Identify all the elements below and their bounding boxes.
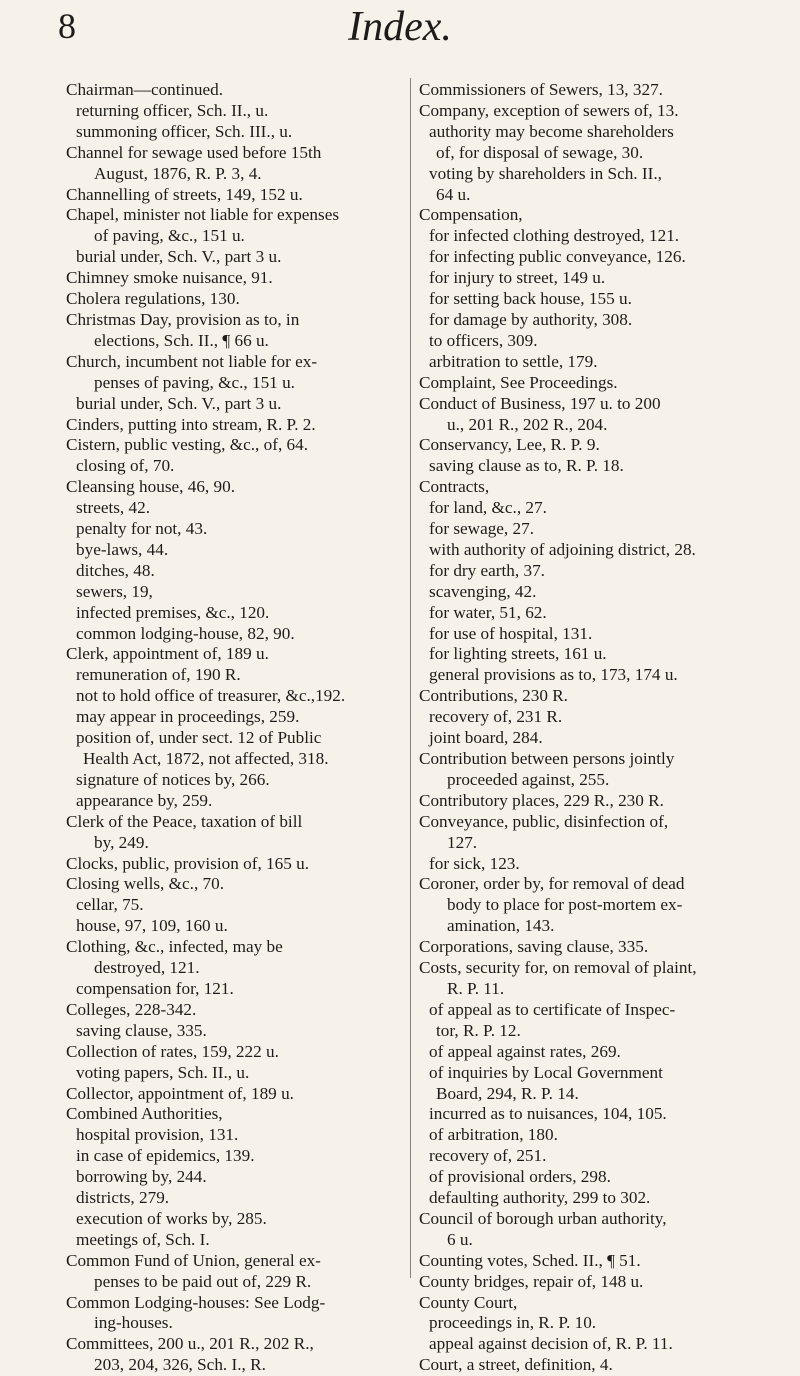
index-line: execution of works by, 285. [76, 1208, 267, 1228]
index-line: with authority of adjoining district, 28. [429, 539, 696, 559]
index-line: for water, 51, 62. [429, 602, 547, 622]
index-entry [419, 1251, 781, 1272]
index-line: Contracts, [419, 477, 490, 497]
index-subentry [66, 582, 406, 603]
index-line: scavenging, 42. [429, 581, 537, 601]
index-subentry [419, 456, 781, 477]
index-line: penalty for not, 43. [76, 519, 208, 539]
index-entry [419, 874, 781, 937]
index-line: Chimney smoke nuisance, 91. [66, 268, 273, 288]
index-line: Collector, appointment of, 189 u. [66, 1083, 294, 1103]
index-subentry [66, 665, 406, 686]
index-subentry [419, 1063, 781, 1105]
index-line: in case of epidemics, 139. [76, 1146, 255, 1166]
index-line: Chairman—continued. [66, 80, 224, 99]
index-subentry [419, 247, 781, 268]
index-entry [66, 644, 406, 665]
index-entry [66, 289, 406, 310]
index-line: Colleges, 228-342. [66, 999, 197, 1019]
index-line: 64 u. [436, 184, 471, 204]
index-line: Commissioners of Sewers, 13, 327. [419, 80, 663, 99]
index-line: recovery of, 251. [429, 1146, 547, 1166]
index-subentry [66, 456, 406, 477]
index-line: Common Lodging-houses: See Lodg- [66, 1292, 326, 1312]
index-line: borrowing by, 244. [76, 1167, 207, 1187]
index-entry [66, 937, 406, 979]
index-subentry [66, 122, 406, 143]
index-line: to officers, 309. [429, 330, 538, 350]
running-title: Index. [348, 4, 452, 50]
index-line: Common Fund of Union, general ex- [66, 1250, 321, 1270]
index-entry [419, 394, 781, 436]
index-entry [66, 1084, 406, 1105]
index-subentry [419, 268, 781, 289]
index-line: for injury to street, 149 u. [429, 268, 606, 288]
index-line: Conveyance, public, disinfection of, [419, 811, 669, 831]
index-subentry [66, 979, 406, 1000]
index-entry [419, 205, 781, 226]
index-entry [419, 477, 781, 498]
page-header [0, 6, 800, 64]
index-line: voting papers, Sch. II., u. [76, 1062, 250, 1082]
index-line: appeal against decision of, R. P. 11. [429, 1334, 673, 1354]
index-subentry [419, 352, 781, 373]
index-entry [66, 1334, 406, 1376]
index-subentry [419, 164, 781, 206]
index-entry [419, 812, 781, 854]
index-line: of inquiries by Local Government [429, 1062, 663, 1082]
index-line: Coroner, order by, for removal of dead [419, 874, 685, 894]
index-line: for infected clothing destroyed, 121. [429, 226, 680, 246]
index-line: not to hold office of treasurer, &c.,192. [76, 686, 346, 706]
index-line: joint board, 284. [429, 728, 543, 748]
index-subentry [419, 289, 781, 310]
index-line: Compensation, [419, 205, 523, 225]
index-entry [419, 686, 781, 707]
index-line: of, for disposal of sewage, 30. [436, 142, 644, 162]
index-subentry [66, 519, 406, 540]
index-line: u., 201 R., 202 R., 204. [447, 414, 608, 434]
index-subentry [66, 624, 406, 645]
index-line: Committees, 200 u., 201 R., 202 R., [66, 1334, 314, 1354]
index-entry [419, 1209, 781, 1251]
index-entry [66, 1104, 406, 1125]
index-entry [66, 310, 406, 352]
index-line: of appeal against rates, 269. [429, 1041, 621, 1061]
index-line: 6 u. [447, 1229, 473, 1249]
index-subentry [66, 498, 406, 519]
index-line: by, 249. [94, 832, 149, 852]
index-line: Cinders, putting into stream, R. P. 2. [66, 414, 316, 434]
index-subentry [419, 728, 781, 749]
index-line: Church, incumbent not liable for ex- [66, 351, 318, 371]
index-line: amination, 143. [447, 916, 555, 936]
index-line: Collection of rates, 159, 222 u. [66, 1041, 279, 1061]
index-line: streets, 42. [76, 498, 150, 518]
index-line: for sick, 123. [429, 853, 520, 873]
index-entry [419, 80, 781, 101]
index-line: Costs, security for, on removal of plaint, [419, 958, 697, 978]
index-line: proceedings in, R. P. 10. [429, 1313, 597, 1333]
index-line: position of, under sect. 12 of Public [76, 728, 322, 748]
index-line: Cholera regulations, 130. [66, 289, 240, 309]
index-entry [419, 435, 781, 456]
index-line: 203, 204, 326, Sch. I., R. [94, 1355, 266, 1375]
index-subentry [66, 1230, 406, 1251]
index-line: Court, a street, definition, 4. [419, 1355, 613, 1375]
index-entry [66, 205, 406, 247]
index-entry [419, 749, 781, 791]
index-entry [66, 854, 406, 875]
index-subentry [66, 791, 406, 812]
index-subentry [419, 561, 781, 582]
index-line: Christmas Day, provision as to, in [66, 309, 300, 329]
index-line: Contribution between persons jointly [419, 749, 675, 768]
index-line: signature of notices by, 266. [76, 769, 270, 789]
index-subentry [419, 1334, 781, 1355]
index-subentry [66, 1063, 406, 1084]
index-entry [66, 1293, 406, 1335]
index-line: for damage by authority, 308. [429, 309, 633, 329]
index-subentry [419, 1000, 781, 1042]
index-subentry [66, 895, 406, 916]
index-entry [66, 143, 406, 185]
index-line: hospital provision, 131. [76, 1125, 239, 1145]
index-entry [419, 791, 781, 812]
index-line: compensation for, 121. [76, 978, 234, 998]
index-line: of provisional orders, 298. [429, 1167, 611, 1187]
index-entry [66, 185, 406, 206]
index-subentry [66, 707, 406, 728]
index-line: Health Act, 1872, not affected, 318. [83, 749, 329, 768]
index-entry [66, 80, 406, 101]
index-subentry [66, 561, 406, 582]
index-line: of arbitration, 180. [429, 1125, 558, 1145]
index-entry [66, 477, 406, 498]
index-subentry [419, 310, 781, 331]
index-subentry [66, 1146, 406, 1167]
index-line: common lodging-house, 82, 90. [76, 623, 295, 643]
index-line: recovery of, 231 R. [429, 707, 563, 727]
index-line: Conduct of Business, 197 u. to 200 [419, 393, 661, 413]
index-line: incurred as to nuisances, 104, 105. [429, 1104, 667, 1124]
index-line: remuneration of, 190 R. [76, 665, 241, 685]
index-entry [66, 352, 406, 394]
index-entry [66, 812, 406, 854]
index-subentry [66, 1125, 406, 1146]
index-line: for infecting public conveyance, 126. [429, 247, 686, 267]
index-line: bye-laws, 44. [76, 539, 169, 559]
index-subentry [419, 1188, 781, 1209]
index-line: ing-houses. [94, 1313, 173, 1333]
index-subentry [419, 519, 781, 540]
index-subentry [66, 603, 406, 624]
index-entry [419, 1293, 781, 1314]
index-entry [66, 415, 406, 436]
index-line: Cistern, public vesting, &c., of, 64. [66, 435, 309, 455]
index-line: appearance by, 259. [76, 790, 213, 810]
index-line: Clerk of the Peace, taxation of bill [66, 811, 303, 831]
index-line: of appeal as to certificate of Inspec- [429, 999, 676, 1019]
index-line: Closing wells, &c., 70. [66, 874, 225, 894]
column-divider [410, 78, 411, 1278]
index-entry [419, 373, 781, 394]
index-subentry [419, 1146, 781, 1167]
index-subentry [419, 582, 781, 603]
index-subentry [419, 331, 781, 352]
index-subentry [66, 1188, 406, 1209]
index-line: Company, exception of sewers of, 13. [419, 100, 679, 120]
index-line: August, 1876, R. P. 3, 4. [94, 163, 262, 183]
index-line: of paving, &c., 151 u. [94, 226, 245, 246]
index-line: for land, &c., 27. [429, 498, 547, 518]
index-line: returning officer, Sch. II., u. [76, 100, 269, 120]
index-subentry [66, 1167, 406, 1188]
index-line: voting by shareholders in Sch. II., [429, 163, 662, 183]
index-line: tor, R. P. 12. [436, 1020, 521, 1040]
index-subentry [66, 916, 406, 937]
index-subentry [419, 540, 781, 561]
index-subentry [419, 1167, 781, 1188]
index-line: Cleansing house, 46, 90. [66, 477, 235, 497]
index-line: Contributions, 230 R. [419, 686, 568, 706]
index-line: destroyed, 121. [94, 958, 200, 978]
index-line: burial under, Sch. V., part 3 u. [76, 393, 282, 413]
index-line: Conservancy, Lee, R. P. 9. [419, 435, 600, 455]
index-line: 127. [447, 832, 478, 852]
page-number: 8 [58, 6, 76, 46]
index-entry [419, 101, 781, 122]
index-subentry [66, 686, 406, 707]
index-subentry [419, 1125, 781, 1146]
index-column-left [66, 80, 406, 1376]
index-subentry [419, 1042, 781, 1063]
index-subentry [66, 394, 406, 415]
index-subentry [66, 540, 406, 561]
index-subentry [66, 101, 406, 122]
index-line: County bridges, repair of, 148 u. [419, 1271, 644, 1291]
index-line: burial under, Sch. V., part 3 u. [76, 247, 282, 267]
index-line: districts, 279. [76, 1188, 170, 1208]
index-line: general provisions as to, 173, 174 u. [429, 665, 678, 685]
index-subentry [66, 1021, 406, 1042]
index-line: saving clause, 335. [76, 1020, 207, 1040]
index-line: Complaint, See Proceedings. [419, 372, 618, 392]
index-subentry [419, 624, 781, 645]
index-line: Clocks, public, provision of, 165 u. [66, 853, 310, 873]
index-line: penses to be paid out of, 229 R. [94, 1271, 312, 1291]
index-line: Chapel, minister not liable for expenses [66, 205, 340, 225]
index-line: Channelling of streets, 149, 152 u. [66, 184, 303, 204]
index-line: ditches, 48. [76, 560, 155, 580]
index-column-right [419, 80, 781, 1376]
index-line: Corporations, saving clause, 335. [419, 937, 649, 957]
index-subentry [419, 603, 781, 624]
index-subentry [419, 854, 781, 875]
index-line: authority may become shareholders [429, 121, 674, 141]
index-line: elections, Sch. II., ¶ 66 u. [94, 330, 269, 350]
index-line: arbitration to settle, 179. [429, 351, 598, 371]
index-line: defaulting authority, 299 to 302. [429, 1188, 651, 1208]
index-line: County Court, [419, 1292, 518, 1312]
index-subentry [419, 122, 781, 164]
index-line: penses of paving, &c., 151 u. [94, 372, 295, 392]
index-subentry [419, 707, 781, 728]
index-line: closing of, 70. [76, 456, 175, 476]
index-line: may appear in proceedings, 259. [76, 707, 300, 727]
index-entry [419, 937, 781, 958]
index-line: proceeded against, 255. [447, 769, 610, 789]
index-line: for sewage, 27. [429, 519, 534, 539]
index-line: house, 97, 109, 160 u. [76, 916, 228, 936]
index-subentry [419, 498, 781, 519]
index-entry [66, 1042, 406, 1063]
index-line: Counting votes, Sched. II., ¶ 51. [419, 1250, 641, 1270]
index-entry [66, 1000, 406, 1021]
index-line: Clothing, &c., infected, may be [66, 937, 283, 957]
index-subentry [66, 770, 406, 791]
index-line: R. P. 11. [447, 978, 505, 998]
index-line: for use of hospital, 131. [429, 623, 593, 643]
index-line: body to place for post-mortem ex- [447, 895, 683, 915]
index-line: for lighting streets, 161 u. [429, 644, 607, 664]
index-line: meetings of, Sch. I. [76, 1229, 210, 1249]
index-subentry [66, 1209, 406, 1230]
index-line: Council of borough urban authority, [419, 1208, 667, 1228]
index-line: summoning officer, Sch. III., u. [76, 121, 293, 141]
index-line: Clerk, appointment of, 189 u. [66, 644, 269, 664]
index-subentry [419, 1313, 781, 1334]
index-entry [419, 1272, 781, 1293]
index-line: infected premises, &c., 120. [76, 602, 270, 622]
index-entry [66, 1251, 406, 1293]
index-line: Combined Authorities, [66, 1104, 223, 1124]
index-entry [66, 874, 406, 895]
index-line: cellar, 75. [76, 895, 144, 915]
index-subentry [419, 226, 781, 247]
index-subentry [419, 644, 781, 665]
index-line: Contributory places, 229 R., 230 R. [419, 790, 664, 810]
index-line: sewers, 19, [76, 581, 153, 601]
index-subentry [419, 665, 781, 686]
index-entry [66, 268, 406, 289]
index-line: Channel for sewage used before 15th [66, 142, 322, 162]
index-subentry [66, 728, 406, 770]
index-entry [419, 1355, 781, 1376]
index-line: Board, 294, R. P. 14. [436, 1083, 579, 1103]
index-line: for setting back house, 155 u. [429, 289, 632, 309]
index-line: for dry earth, 37. [429, 560, 545, 580]
index-entry [419, 958, 781, 1000]
index-subentry [419, 1104, 781, 1125]
index-subentry [66, 247, 406, 268]
index-entry [66, 435, 406, 456]
index-line: saving clause as to, R. P. 18. [429, 456, 624, 476]
